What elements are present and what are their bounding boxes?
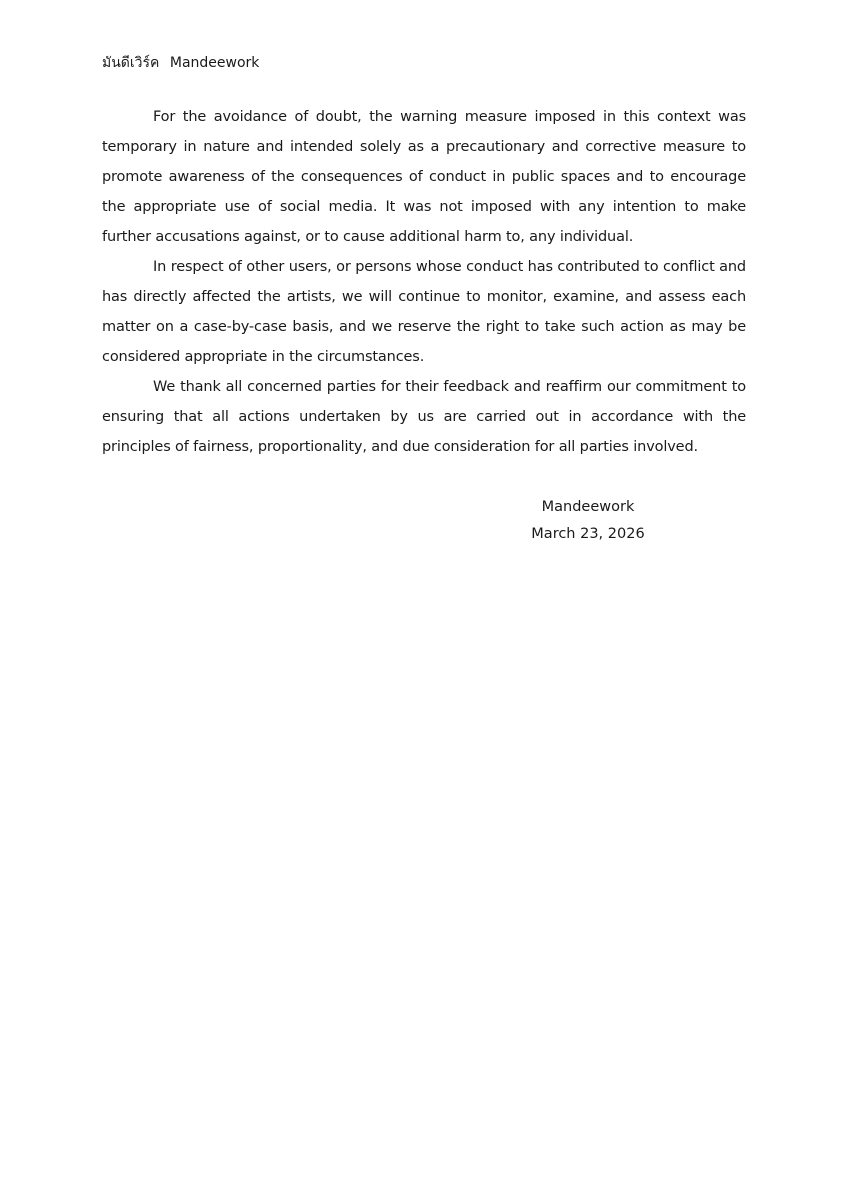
statement-body (102, 102, 746, 462)
signatory-name: Mandeework (541, 499, 635, 515)
company-name-thai: มันดีเวิร์ค (102, 55, 160, 71)
paragraph-2: In respect of other users, or persons whose conduct has contributed to conflict and has directly affected the artists, we will continue to monitor, examine, and assess each matter on a case-by-case basis, and we reserve the right to take such action as may be considered appropriate in the circumstances. (102, 259, 746, 365)
signature-date: March 23, 2026 (531, 526, 645, 542)
paragraph-1: For the avoidance of doubt, the warning measure imposed in this context was temporary in nature and intended solely as a precautionary and corrective measure to promote awareness of the consequences of conduct in public spaces and to encourage the appropriate use of social media. It was not imposed with any intention to make further accusations against, or to cause additional harm to, any individual. (102, 109, 746, 245)
company-name-english: Mandeework (169, 55, 260, 71)
letterhead (102, 52, 259, 74)
paragraph-3: We thank all concerned parties for their feedback and reaffirm our commitment to ensuring that all actions undertaken by us are carried out in accordance with the principles of fairness, proportionality, and due consideration for all parties involved. (102, 379, 746, 455)
signature-block (508, 494, 668, 548)
